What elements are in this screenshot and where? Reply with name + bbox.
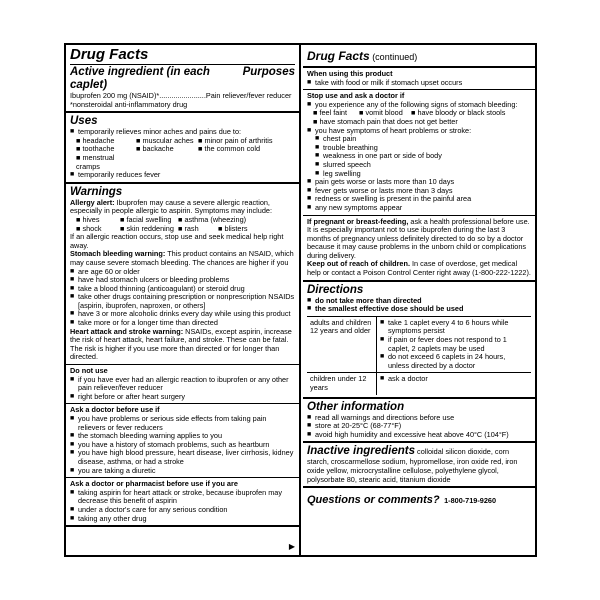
drug-facts-header-section [66,45,299,113]
stop-use-section: Stop use and ask a doctor if ■ you experience any of the following signs of stomach bleeding: ■ feel faint ■ vomit blood ■ have bloody or black stools ■ have stomach pain that does not get better ■ you have symptoms of heart problems or stroke: ■ chest pain ■ trouble breathing ■ weakness in one part or side of body ■ slurred speech ■ leg swelling ■ pain gets worse or lasts more than 10 days ■ fever gets worse or lasts more than 3 days ■ redness or swelling is present in the painful area ■ any new symptoms appear [303,90,535,215]
pregnancy-warning: If pregnant or breast-feeding, ask a health professional before use. It is especially important not to use ibuprofen during the last 3 months of pregnancy unless definitely directed to do so by a doctor because it may cause problems in the unborn child or complications during delivery. [307,216,530,260]
bleeding-signs-grid [307,109,531,126]
inactive-ingredients: Inactive ingredients colloidal silicon dioxide, corn starch, croscarmellose sodium, hypromellose, iron oxide red, iron oxide yellow, microcrystalline cellulose, polyethylene glycol, polysorbate 80, stearic acid, titanium dioxide [307,445,518,484]
ask-pharmacist-item: taking any other drug [78,513,147,523]
heart-intro: you have symptoms of heart problems or stroke: [315,125,472,135]
ask-pharmacist-item: under a doctor's care for any serious condition [78,504,228,514]
drug-facts-title: Drug Facts [70,46,149,63]
stomach-item: are age 60 or older [78,266,140,276]
heart-item: chest pain [323,134,357,144]
do-not-use-item: if you have ever had an allergic reaction to ibuprofen or any other pain reliever/fever reducer [78,374,289,393]
symptom-item: ■ skin reddening [120,223,174,233]
allergy-alert: Allergy alert: Ibuprofen may cause a severe allergic reaction, especially in people allergic to aspirin. Symptoms may include: [70,197,272,216]
ask-doctor-item: you have a history of stomach problems, such as heartburn [78,439,270,449]
stop-use-intro: you experience any of the following signs of stomach bleeding: [315,99,518,109]
symptom-item: ■ hives [76,214,100,224]
symptom-item: ■ shock [76,223,102,233]
dosage-who: adults and children 12 years and older [307,317,377,373]
heart-item: leg swelling [323,168,361,178]
stomach-item: take more or for a longer time than directed [78,318,218,328]
dosage-item: take 1 caplet every 4 to 6 hours while symptoms persist [388,317,509,336]
dosage-who: children under 12 years [307,373,377,394]
ask-pharmacist-title: Ask a doctor or pharmacist before use if you are [70,479,238,489]
uses-title: Uses [70,115,98,128]
stop-use-title: Stop use and ask a doctor if [307,91,405,101]
warnings-title: Warnings [70,185,123,198]
when-using-section: When using this product ■ take with food or milk if stomach upset occurs [303,68,535,90]
dosage-item: do not exceed 6 caplets in 24 hours, unless directed by a doctor [388,352,506,370]
phone-number: 1-800-719-9260 [444,496,497,506]
inactive-section [303,443,535,488]
dosage-row: children under 12 years ■ ask a doctor [307,373,531,394]
warnings-section: Warnings Allergy alert: Ibuprofen may cause a severe allergic reaction, especially in people allergic to aspirin. Symptoms may include: ■ hives ■ facial swelling ■ asthma (wheezing) ■ shock ■ skin reddening ■ rash ■ blisters If an allergic reaction occurs, stop use and seek medical help right away. Stomach bleeding warning: This product contains an NSAID, which may cause severe stomach bleeding. The chances are higher if you ■ are age 60 or older ■ have had stomach ulcers or bleeding problems ■ take a blood thinning (anticoagulant) or steroid drug ■ take other drugs containing prescription or nonprescription NSAIDs [aspirin, ibuprofen, naproxen, or others] ■ have 3 or more alcoholic drinks every day while using this product ■ take more or for a longer time than directed Heart attack and stroke warning: NSAIDs, except aspirin, increase the risk of heart attack, heart failure, and stroke. These can be fatal. The risk is higher if you use more than directed or for longer than directed. [66,184,299,365]
active-ingredient-line: Ibuprofen 200 mg (NSAID)*.......................Pain reliever/fever reducer [70,91,292,100]
stomach-item: have had stomach ulcers or bleeding problems [78,275,230,285]
nsaid-footnote: *nonsteroidal anti-inflammatory drug [70,99,188,109]
symptom-item: ■ facial swelling [120,214,172,224]
stop-use-item: redness or swelling is present in the painful area [315,194,472,204]
do-not-use-item: right before or after heart surgery [78,391,186,401]
dosage-item: if pain or fever does not respond to 1 caplet, 2 caplets may be used [388,335,507,353]
stomach-item: take other drugs containing prescription or nonprescription NSAIDs [aspirin, ibuprofen, naproxen, or others] [78,292,295,310]
continue-arrow-icon: ▶ [288,542,295,551]
uses-line: temporarily relieves minor aches and pains due to: [78,127,242,137]
do-not-use-section: Do not use ■ if you have ever had an allergic reaction to ibuprofen or any other pain reliever/fever reducer ■ right before or after heart surgery [66,365,299,404]
heart-item: slurred speech [323,159,371,169]
heart-stroke-warning: Heart attack and stroke warning: NSAIDs, except aspirin, increase the risk of heart attack, heart failure, and stroke. These can be fatal. The risk is higher if you use more than directed or for longer than directed. [70,326,292,362]
symptom-item: ■ asthma (wheezing) [178,214,247,224]
pregnancy-section [303,216,535,282]
directions-section: Directions ■ do not take more than directed ■ the smallest effective dose should be used adults and children 12 years and older ■ take 1 caplet every 4 to 6 hours while symptoms persist ■ if pain or fever does not respond to 1 caplet, 2 caplets may be used ■ do not exceed 6 caplets in 24 hours, unless directed by a doctor children under 12 years ■ ask a doctor [303,282,535,399]
dosage-item: ask a doctor [388,374,428,384]
symptom-item: ■ blisters [218,223,248,233]
drug-facts-panel [64,43,537,557]
uses-item: ■ toothache [76,144,115,154]
ask-doctor-item: you have high blood pressure, heart disease, liver cirrhosis, kidney disease, asthma, or had a stroke [78,448,294,466]
uses-item: ■ menstrual cramps [76,152,115,171]
ask-doctor-item: the stomach bleeding warning applies to you [78,431,223,441]
dosage-table [307,316,531,395]
other-info-section: Other information ■ read all warnings and directions before use ■ store at 20-25°C (68-77°F) ■ avoid high humidity and excessive heat above 40°C (104°F) [303,399,535,444]
ask-pharmacist-section: Ask a doctor or pharmacist before use if you are ■ taking aspirin for heart attack or stroke, because ibuprofen may decrease this benefit of aspirin ■ under a doctor's care for any serious condition ■ taking any other drug [66,478,299,527]
sign-item: ■ feel faint [313,108,348,118]
sign-item: ■ have bloody or black stools [411,108,506,118]
right-column [303,45,535,555]
stop-use-item: fever gets worse or lasts more than 3 days [315,185,453,195]
keep-out-of-reach: Keep out of reach of children. In case of overdose, get medical help or contact a Poison Control Center right away (1-800-222-1222). [307,259,531,278]
stomach-item: have 3 or more alcoholic drinks every day while using this product [78,309,291,319]
questions-line: Questions or comments? 1-800-719-9260 [307,494,497,507]
directions-item: the smallest effective dose should be used [315,304,464,314]
stop-use-item: any new symptoms appear [315,202,403,212]
questions-section [303,488,535,510]
stop-use-item: pain gets worse or lasts more than 10 days [315,177,455,187]
directions-item: do not take more than directed [315,295,422,305]
active-ingredient-heading: Active ingredient (in each caplet) [70,66,210,91]
when-using-title: When using this product [307,69,393,78]
stomach-bleeding-warning: Stomach bleeding warning: This product contains an NSAID, which may cause severe stomach bleeding. The chances are higher if you [70,249,294,267]
other-info-item: store at 20-25°C (68-77°F) [315,421,402,431]
allergy-symptoms-grid [70,216,295,233]
sign-item: ■ vomit blood [359,108,403,118]
ask-pharmacist-item: taking aspirin for heart attack or stroke, because ibuprofen may decrease this benefit of aspirin [78,487,283,506]
dosage-row: adults and children 12 years and older ■ take 1 caplet every 4 to 6 hours while symptoms persist ■ if pain or fever does not respond to 1 caplet, 2 caplets may be used ■ do not exceed 6 caplets in 24 hours, unless directed by a doctor [307,317,531,374]
uses-line: temporarily reduces fever [78,170,161,180]
uses-item: ■ the common cold [198,144,261,154]
uses-item: ■ headache [76,135,115,145]
uses-item: ■ backache [136,144,174,154]
other-info-item: avoid high humidity and excessive heat above 40°C (104°F) [315,429,509,439]
other-info-title: Other information [307,400,405,413]
heart-item: weakness in one part or side of body [323,151,442,161]
purposes-heading: Purposes [242,66,295,78]
ask-doctor-section: Ask a doctor before use if ■ you have problems or serious side effects from taking pain relievers or fever reducers ■ the stomach bleeding warning applies to you ■ you have a history of stomach problems, such as heartburn ■ you have high blood pressure, heart disease, liver cirrhosis, kidney disease, asthma, or had a stroke ■ you are taking a diuretic [66,404,299,478]
uses-section: Uses ■ temporarily relieves minor aches and pains due to: ■ headache ■ muscular aches ■ minor pain of arthritis ■ toothache ■ backache ■ the common cold ■ menstrual cramps ■ temporarily reduces fever [66,113,299,184]
stomach-item: take a blood thinning (anticoagulant) or steroid drug [78,283,245,293]
when-using-item: take with food or milk if stomach upset occurs [315,77,463,87]
other-info-item: read all warnings and directions before use [315,412,455,422]
ask-doctor-title: Ask a doctor before use if [70,405,160,415]
continued-title: Drug Facts (continued) [307,49,418,63]
heart-item: trouble breathing [323,142,378,152]
ask-doctor-item: you have problems or serious side effects from taking pain relievers or fever reducers [78,414,267,432]
allergy-after-text: If an allergic reaction occurs, stop use and seek medical help right away. [70,232,284,250]
uses-item: ■ minor pain of arthritis [198,135,273,145]
sign-item: ■ have stomach pain that does not get better [313,116,458,126]
ask-doctor-item: you are taking a diuretic [78,465,156,475]
symptom-item: ■ rash [178,223,199,233]
directions-title: Directions [307,283,364,296]
uses-grid [70,137,295,171]
uses-item: ■ muscular aches [136,135,194,145]
left-column [66,45,301,555]
do-not-use-title: Do not use [70,366,108,376]
continued-header-section [303,45,535,68]
